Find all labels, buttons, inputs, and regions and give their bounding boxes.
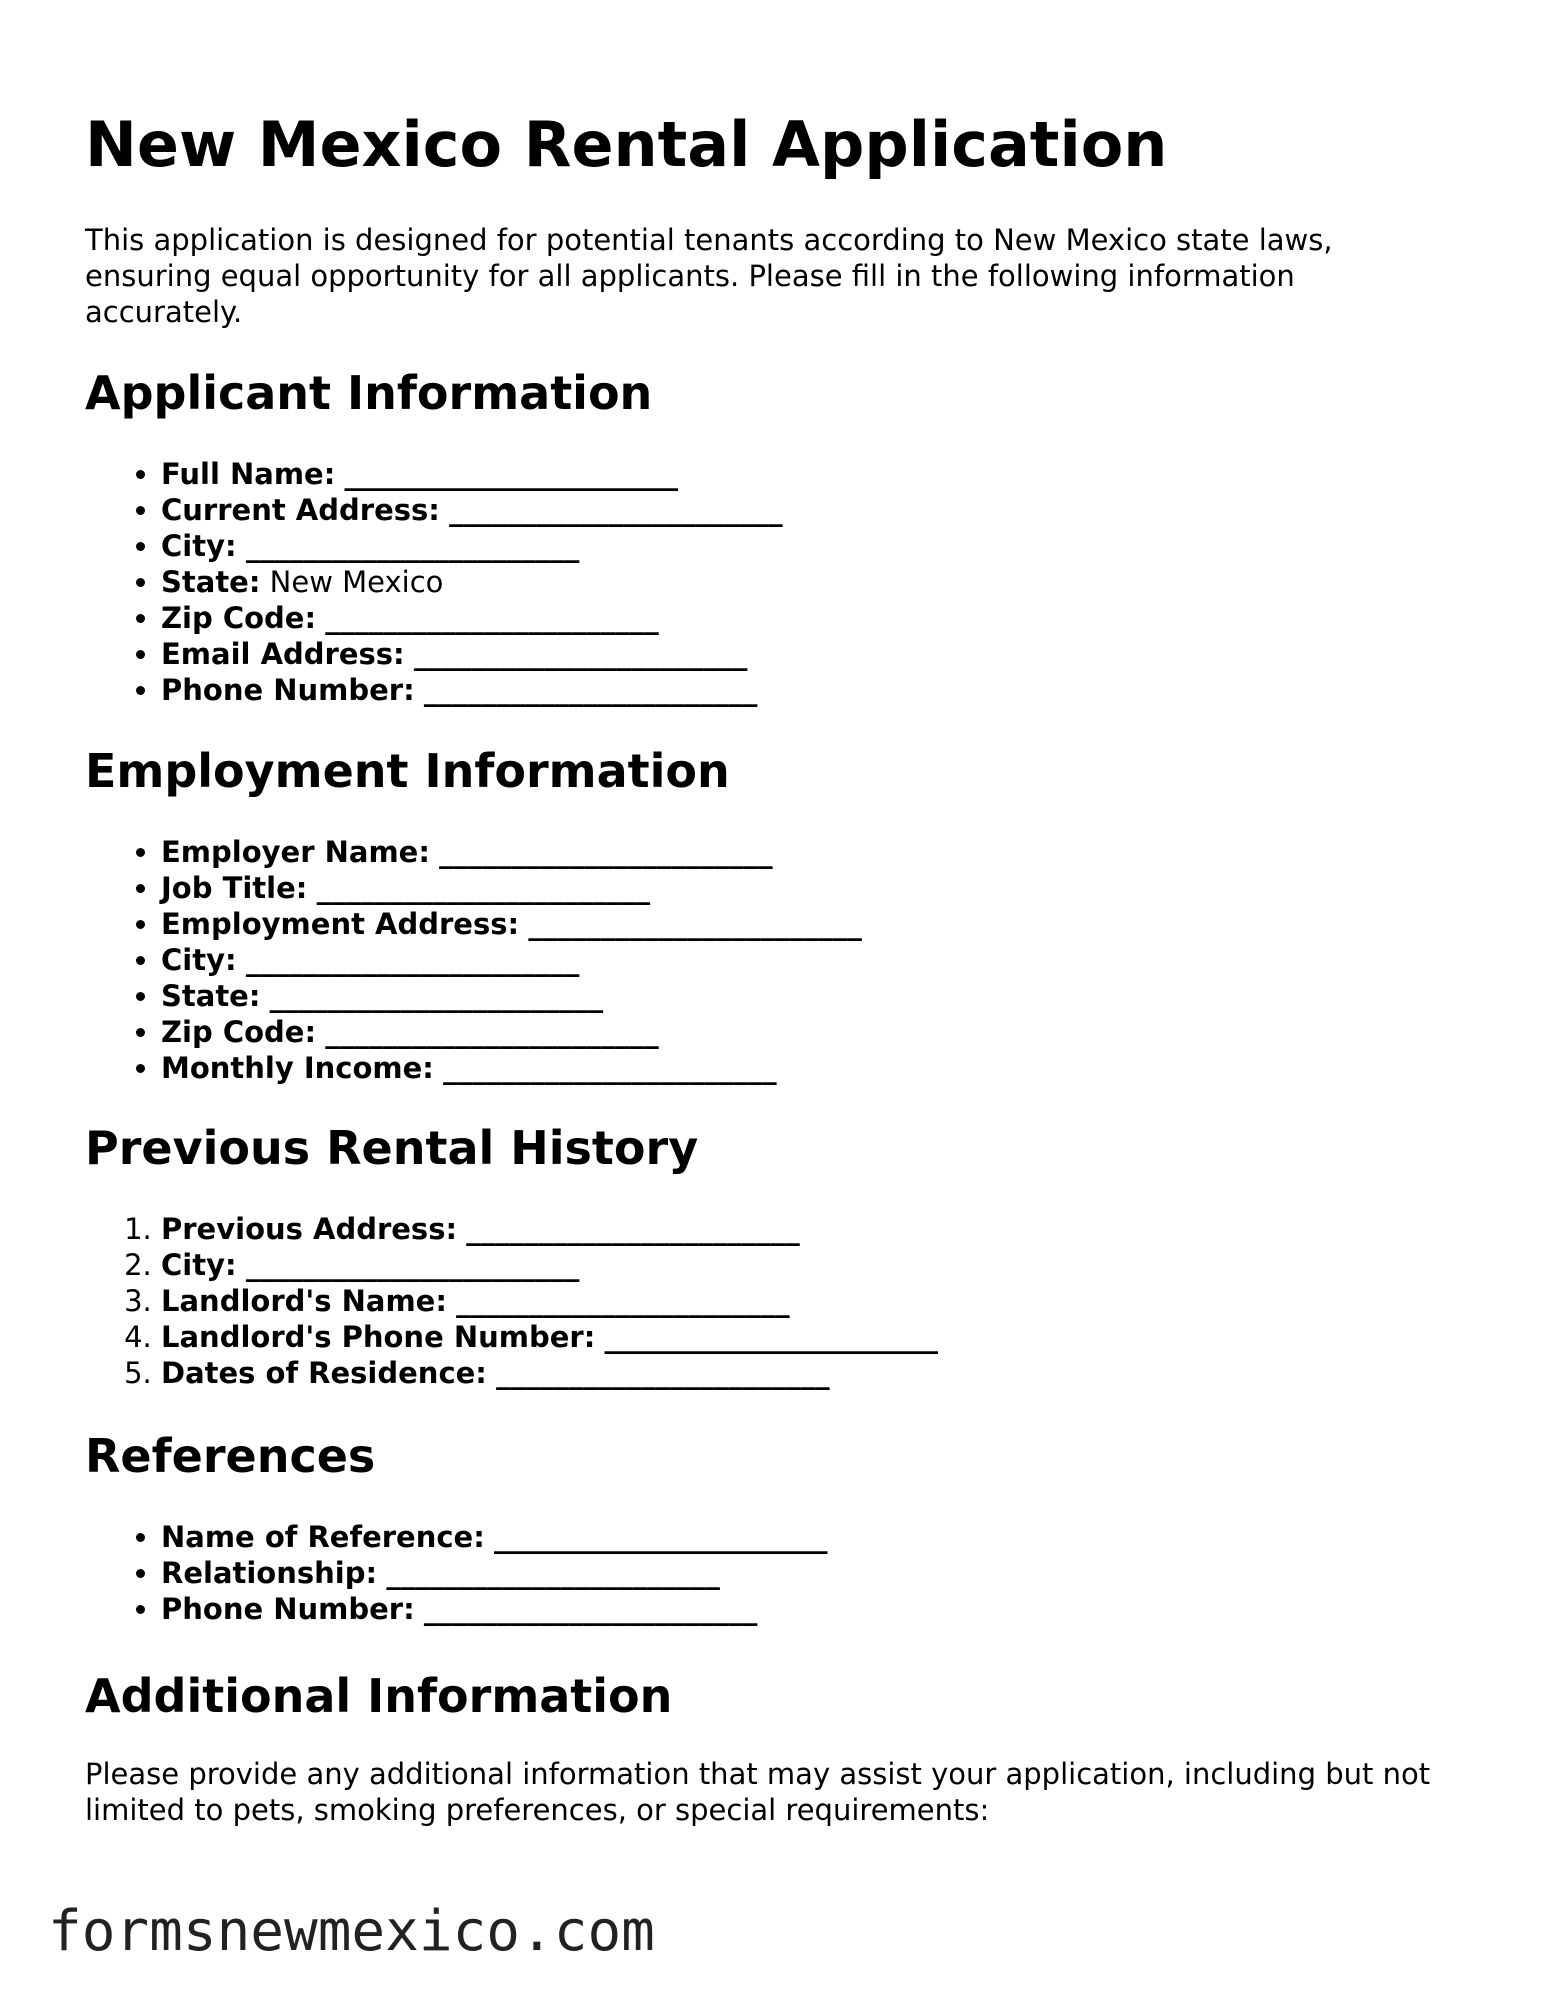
field-label: Landlord's Name:	[161, 1284, 447, 1318]
field-label: Dates of Residence:	[161, 1356, 487, 1390]
field-job-title[interactable]	[161, 870, 862, 906]
field-city[interactable]	[161, 528, 783, 564]
field-blank[interactable]: _______________________	[423, 673, 758, 707]
field-label: Current Address:	[161, 493, 440, 527]
field-blank[interactable]: _______________________	[604, 1320, 939, 1354]
field-blank[interactable]: _______________________	[456, 1284, 790, 1318]
field-relationship[interactable]	[161, 1555, 828, 1591]
references-fields	[85, 1519, 828, 1627]
field-employer-name[interactable]	[161, 834, 862, 870]
field-blank[interactable]: _______________________	[494, 1520, 828, 1554]
field-previous-address[interactable]	[161, 1211, 938, 1247]
rental-history-heading: Previous Rental History	[85, 1121, 699, 1175]
field-blank[interactable]: _______________________	[496, 1356, 830, 1390]
field-email-address[interactable]	[161, 636, 783, 672]
field-label: City:	[161, 943, 237, 977]
field-blank[interactable]: _______________________	[413, 637, 748, 671]
field-blank[interactable]: _______________________	[325, 1015, 659, 1049]
employment-heading: Employment Information	[85, 744, 730, 798]
field-label: Employer Name:	[161, 835, 430, 869]
field-blank[interactable]: _______________________	[528, 907, 862, 941]
references-heading: References	[85, 1429, 376, 1483]
field-blank[interactable]: _______________________	[245, 943, 580, 977]
field-label: Previous Address:	[161, 1212, 458, 1246]
additional-heading: Additional Information	[85, 1669, 673, 1723]
field-employment-address[interactable]	[161, 906, 862, 942]
field-value: New Mexico	[269, 565, 444, 599]
applicant-fields	[85, 456, 783, 708]
field-state	[161, 564, 783, 600]
field-label: Name of Reference:	[161, 1520, 485, 1554]
field-phone-number[interactable]	[161, 672, 783, 708]
field-blank[interactable]: _______________________	[325, 601, 659, 635]
field-reference-name[interactable]	[161, 1519, 828, 1555]
field-label: Monthly Income:	[161, 1051, 434, 1085]
field-label: Zip Code:	[161, 601, 317, 635]
field-previous-city[interactable]	[161, 1247, 938, 1283]
field-blank[interactable]: _______________________	[423, 1592, 758, 1626]
field-label: Phone Number:	[161, 673, 415, 707]
field-employment-zip-code[interactable]	[161, 1014, 862, 1050]
field-landlord-name[interactable]	[161, 1283, 938, 1319]
page-title: New Mexico Rental Application	[85, 108, 1168, 181]
field-label: City:	[161, 529, 237, 563]
field-label: Full Name:	[161, 457, 336, 491]
field-blank[interactable]: _______________________	[386, 1556, 720, 1590]
field-blank[interactable]: _______________________	[245, 1248, 580, 1282]
field-label: Relationship:	[161, 1556, 378, 1590]
field-label: State:	[161, 565, 261, 599]
field-landlord-phone[interactable]	[161, 1319, 938, 1355]
field-label: Landlord's Phone Number:	[161, 1320, 596, 1354]
field-dates-of-residence[interactable]	[161, 1355, 938, 1391]
field-label: City:	[161, 1248, 237, 1282]
site-watermark: formsnewmexico.com	[48, 1899, 655, 1964]
employment-fields	[85, 834, 862, 1086]
field-monthly-income[interactable]	[161, 1050, 862, 1086]
field-current-address[interactable]	[161, 492, 783, 528]
field-label: Zip Code:	[161, 1015, 317, 1049]
field-reference-phone[interactable]	[161, 1591, 828, 1627]
field-label: State:	[161, 979, 261, 1013]
additional-paragraph: Please provide any additional information that may assist your application, including but not limited to pets, smoking preferences, or special requirements:	[85, 1757, 1431, 1827]
field-blank[interactable]: _______________________	[443, 1051, 777, 1085]
applicant-heading: Applicant Information	[85, 366, 653, 420]
intro-paragraph: This application is designed for potential tenants according to New Mexico state laws, ensuring equal opportunity for all applicants. Please fill in the following information accurately.	[85, 223, 1333, 329]
field-zip-code[interactable]	[161, 600, 783, 636]
field-blank[interactable]: _______________________	[269, 979, 604, 1013]
field-blank[interactable]: _______________________	[466, 1212, 800, 1246]
field-label: Job Title:	[161, 871, 308, 905]
field-blank[interactable]: _______________________	[344, 457, 679, 491]
field-label: Email Address:	[161, 637, 405, 671]
field-blank[interactable]: _______________________	[316, 871, 651, 905]
field-blank[interactable]: _______________________	[439, 835, 773, 869]
field-label: Phone Number:	[161, 1592, 415, 1626]
field-label: Employment Address:	[161, 907, 520, 941]
field-blank[interactable]: _______________________	[245, 529, 580, 563]
rental-history-fields	[85, 1211, 938, 1391]
field-employment-state[interactable]	[161, 978, 862, 1014]
field-employment-city[interactable]	[161, 942, 862, 978]
field-blank[interactable]: _______________________	[449, 493, 783, 527]
field-full-name[interactable]	[161, 456, 783, 492]
